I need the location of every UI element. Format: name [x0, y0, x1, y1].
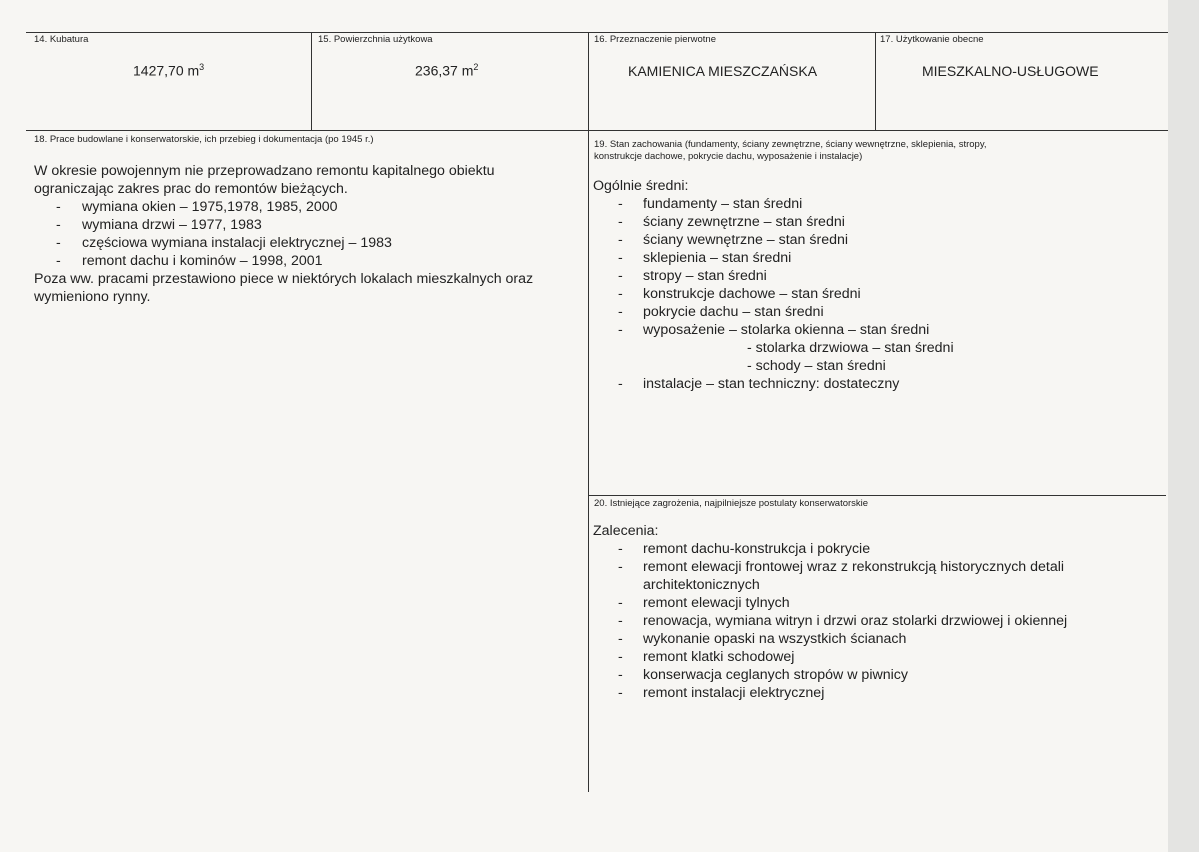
top-border [26, 32, 1168, 33]
list-item: - remont dachu i kominów – 1998, 2001 [56, 253, 323, 269]
section-19-body [593, 177, 1163, 393]
sub-item: - stolarka drzwiowa – stan średni [747, 340, 954, 356]
section-19-label-line2: konstrukcje dachowe, pokrycie dachu, wyposażenie i instalacje) [594, 151, 863, 162]
list-item: - częściowa wymiana instalacji elektrycznej – 1983 [56, 235, 392, 251]
section-19-label-line1: 19. Stan zachowania (fundamenty, ściany zewnętrzne, ściany wewnętrzne, sklepienia, stropy, [594, 139, 987, 150]
list-item: - wymiana drzwi – 1977, 1983 [56, 217, 262, 233]
section-18-intro-line1: W okresie powojennym nie przeprowadzano remontu kapitalnego obiektu [34, 163, 495, 179]
col-divider-16-17 [875, 32, 876, 130]
section-18-outro-line2: wymieniono rynny. [34, 289, 151, 305]
section-18-intro-line2: ograniczając zakres prac do remontów bieżących. [34, 181, 348, 197]
section-18-label: 18. Prace budowlane i konserwatorskie, ich przebieg i dokumentacja (po 1945 r.) [34, 134, 374, 145]
list-item: - ściany wewnętrzne – stan średni [618, 232, 849, 248]
section-18-outro-line1: Poza ww. pracami przestawiono piece w niektórych lokalach mieszkalnych oraz [34, 271, 534, 287]
list-item: - konserwacja ceglanych stropów w piwnicy [618, 667, 908, 683]
list-item: - remont instalacji elektrycznej [618, 685, 825, 701]
list-item: - konstrukcje dachowe – stan średni [618, 286, 861, 302]
col-divider-main [588, 32, 589, 792]
list-item: - fundamenty – stan średni [618, 196, 803, 212]
section-19-list [593, 195, 1163, 339]
sub-item: - schody – stan średni [747, 358, 886, 374]
list-item: - renowacja, wymiana witryn i drzwi oraz stolarki drzwiowej i okiennej [618, 613, 1068, 629]
list-item: - wykonanie opaski na wszystkich ścianach [618, 631, 907, 647]
section-20-label: 20. Istniejące zagrożenia, najpilniejsze postulaty konserwatorskie [594, 498, 869, 509]
section-18-body [34, 162, 584, 306]
page-edge [1168, 0, 1199, 852]
field-15-value: 236,37 $m^2$ [415, 62, 479, 79]
field-14-value: 1427,70 $m^3$ [133, 62, 205, 79]
section-18-list [34, 198, 584, 270]
section-19-heading: Ogólnie średni: [593, 178, 689, 194]
field-16-label: 16. Przeznaczenie pierwotne [594, 34, 716, 45]
list-item: - pokrycie dachu – stan średni [618, 304, 824, 320]
col-divider-14-15 [311, 32, 312, 130]
section-divider-19-20 [588, 495, 1166, 496]
field-16-value: KAMIENICA MIESZCZAŃSKA [628, 63, 818, 79]
list-item: - sklepienia – stan średni [618, 250, 792, 266]
section-19-list-end [593, 375, 1163, 393]
list-item: - wymiana okien – 1975,1978, 1985, 2000 [56, 199, 338, 215]
field-15-label: 15. Powierzchnia użytkowa [318, 34, 433, 45]
list-item: - remont dachu-konstrukcja i pokrycie [618, 541, 871, 557]
list-item: - remont elewacji tylnych [618, 595, 790, 611]
field-17-value: MIESZKALNO-USŁUGOWE [922, 63, 1099, 79]
field-17-label: 17. Użytkowanie obecne [880, 34, 984, 45]
list-item: - instalacje – stan techniczny: dostateczny [618, 376, 900, 392]
section-20-list [593, 540, 1123, 702]
section-20-body [593, 522, 1123, 702]
list-item: - remont elewacji frontowej wraz z rekonstrukcją historycznych detali architektonicznych [618, 559, 1065, 593]
list-item: - stropy – stan średni [618, 268, 767, 284]
section-20-heading: Zalecenia: [593, 523, 659, 539]
row-divider [26, 130, 1168, 131]
list-item: - remont klatki schodowej [618, 649, 795, 665]
list-item: - ściany zewnętrzne – stan średni [618, 214, 845, 230]
field-14-label: 14. Kubatura [34, 34, 89, 45]
list-item: - wyposażenie – stolarka okienna – stan średni [618, 322, 930, 338]
